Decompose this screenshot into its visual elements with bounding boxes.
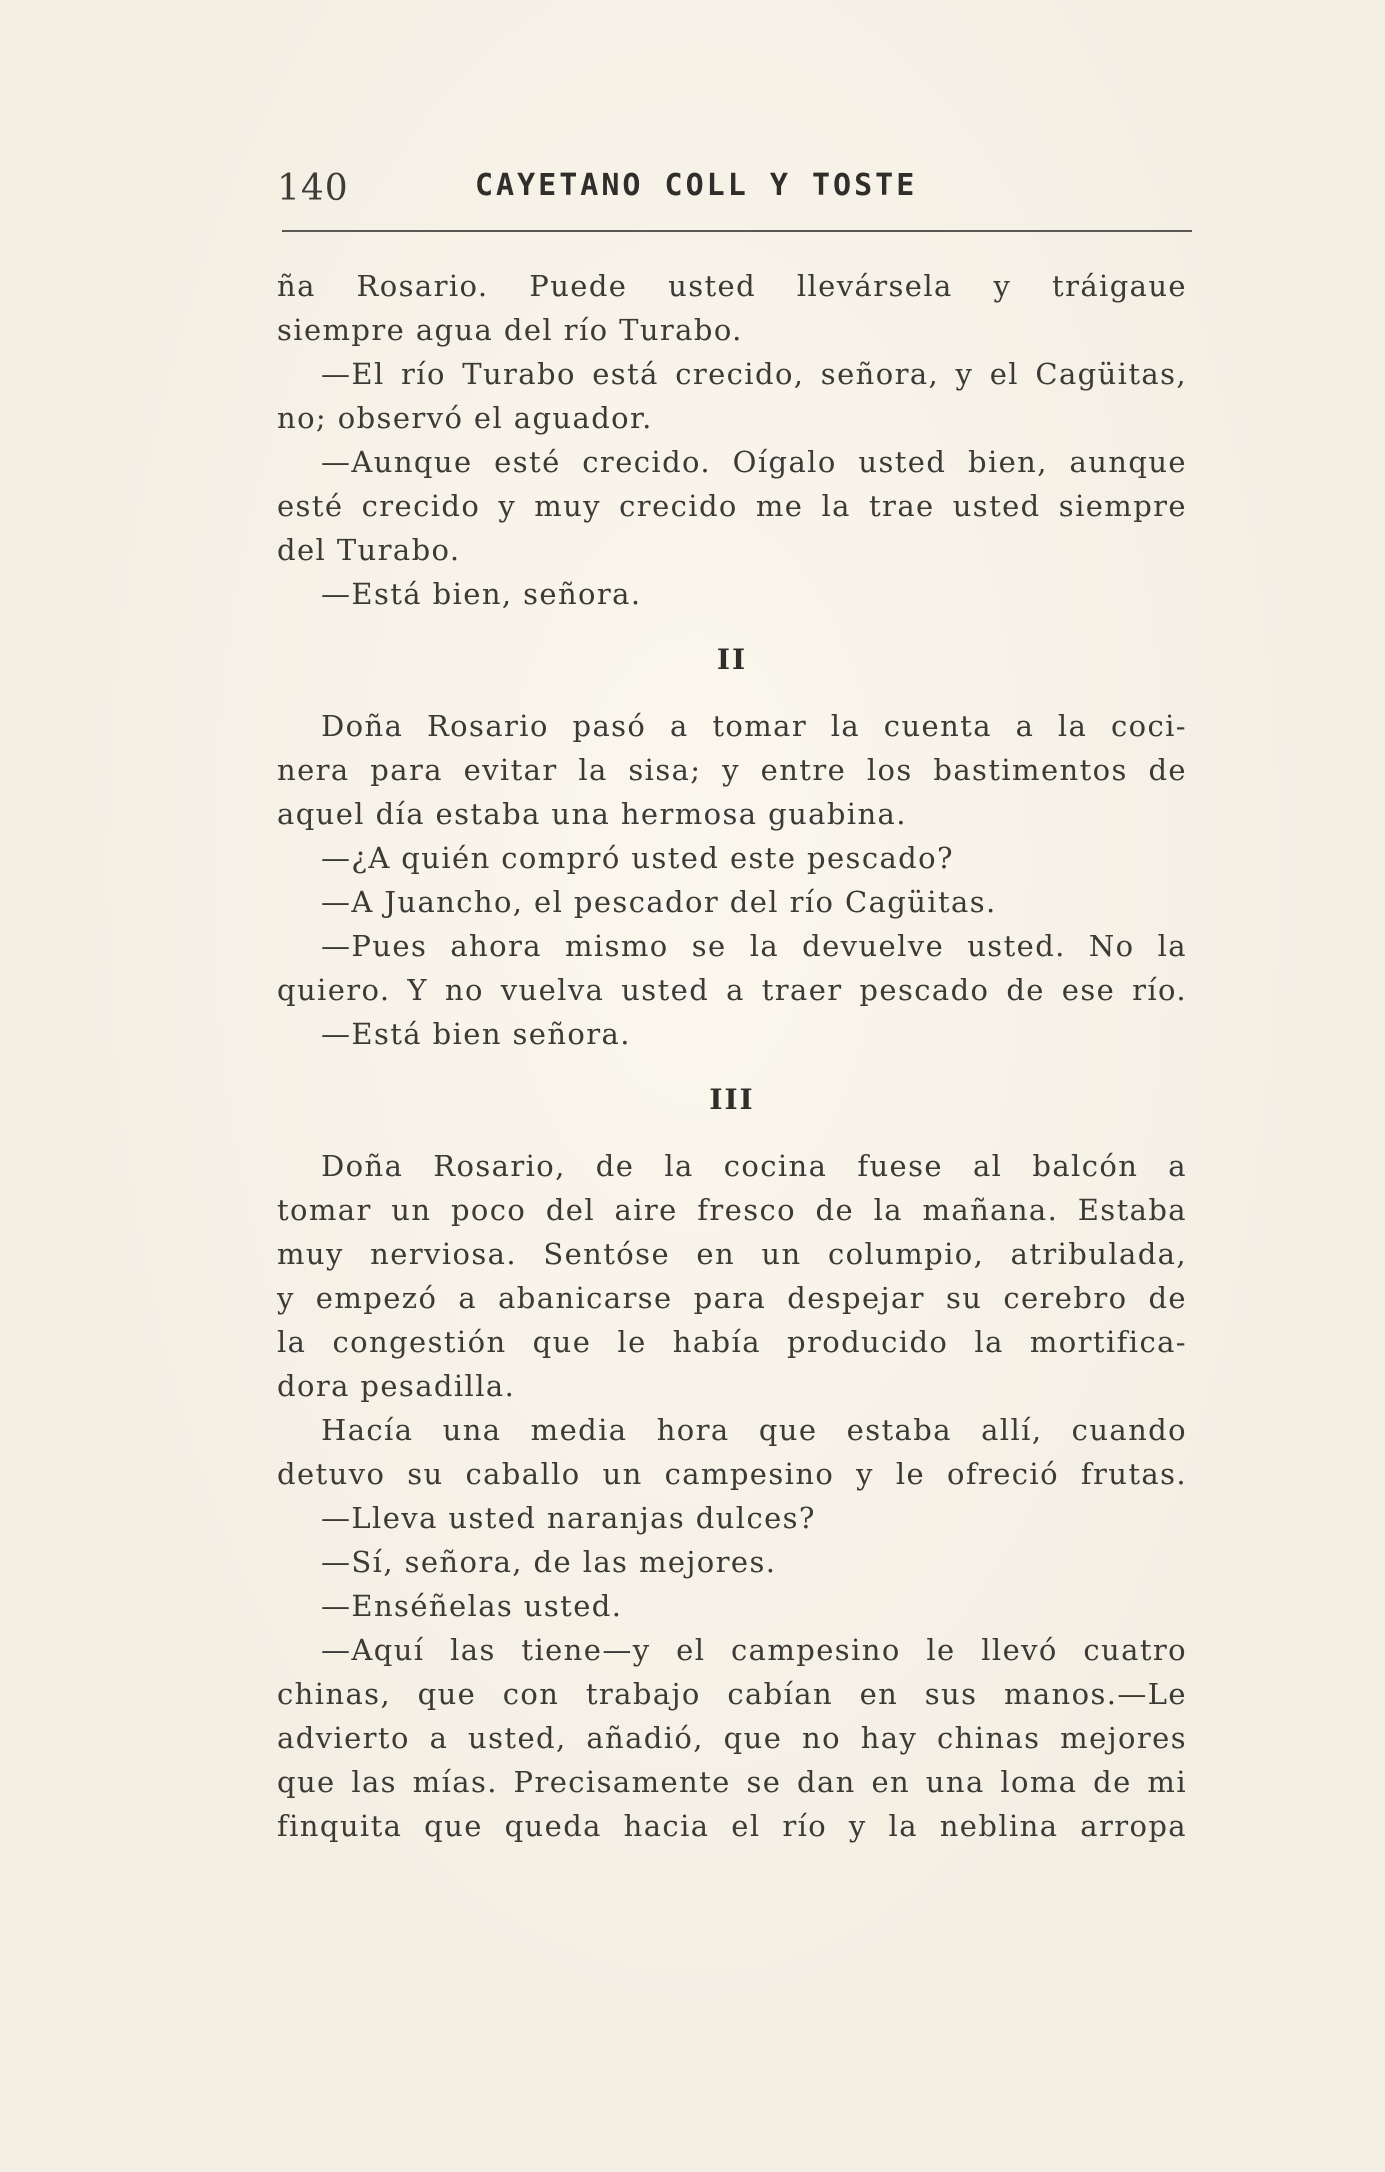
body-text <box>277 264 1187 1848</box>
text-line: ña Rosario. Puede usted llevársela y tráigaue <box>277 269 1187 303</box>
text-line: finquita que queda hacia el río y la neblina arropa <box>277 1809 1187 1843</box>
text-line: no; observó el aguador. <box>277 401 653 435</box>
text-line: —Está bien, señora. <box>321 577 642 611</box>
text-line: la congestión que le había producido la mortifica- <box>277 1325 1187 1359</box>
text-line: advierto a usted, añadió, que no hay chinas mejores <box>277 1721 1187 1755</box>
text-line: y empezó a abanicarse para despejar su cerebro de <box>277 1281 1187 1315</box>
text-line: —¿A quién compró usted este pescado? <box>321 841 954 875</box>
text-line: —Está bien señora. <box>321 1017 631 1051</box>
text-line: siempre agua del río Turabo. <box>277 313 743 347</box>
text-line: dora pesadilla. <box>277 1369 516 1403</box>
text-line: —A Juancho, el pescador del río Cagüitas. <box>321 885 997 919</box>
text-line: —Sí, señora, de las mejores. <box>321 1545 777 1579</box>
section-heading-ii: II <box>716 643 748 676</box>
text-line: tomar un poco del aire fresco de la mañana. Estaba <box>277 1193 1187 1227</box>
page-number: 140 <box>277 168 349 209</box>
text-line: —Aquí las tiene—y el campesino le llevó cuatro <box>321 1633 1187 1667</box>
header-rule <box>282 230 1192 232</box>
text-line: esté crecido y muy crecido me la trae usted siempre <box>277 489 1187 523</box>
text-line: detuvo su caballo un campesino y le ofreció frutas. <box>277 1457 1187 1491</box>
text-line: —El río Turabo está crecido, señora, y el Cagüitas, <box>321 357 1187 391</box>
text-line: nera para evitar la sisa; y entre los bastimentos de <box>277 753 1187 787</box>
text-line: Hacía una media hora que estaba allí, cuando <box>321 1413 1187 1447</box>
text-line: quiero. Y no vuelva usted a traer pescado de ese río. <box>277 973 1187 1007</box>
running-head: CAYETANO COLL Y TOSTE <box>475 168 918 203</box>
text-line: —Lleva usted naranjas dulces? <box>321 1501 816 1535</box>
text-line: chinas, que con trabajo cabían en sus manos.—Le <box>277 1677 1187 1711</box>
text-line: aquel día estaba una hermosa guabina. <box>277 797 907 831</box>
text-line: Doña Rosario, de la cocina fuese al balcón a <box>321 1149 1187 1183</box>
text-line: del Turabo. <box>277 533 461 567</box>
section-heading-iii: III <box>709 1083 755 1116</box>
text-line: —Enséñelas usted. <box>321 1589 623 1623</box>
text-line: muy nerviosa. Sentóse en un columpio, atribulada, <box>277 1237 1187 1271</box>
text-line: Doña Rosario pasó a tomar la cuenta a la coci- <box>321 709 1187 743</box>
text-line: —Pues ahora mismo se la devuelve usted. No la <box>321 929 1187 963</box>
text-line: —Aunque esté crecido. Oígalo usted bien, aunque <box>321 445 1187 479</box>
page-header <box>277 160 1197 220</box>
text-line: que las mías. Precisamente se dan en una loma de mi <box>277 1765 1187 1799</box>
